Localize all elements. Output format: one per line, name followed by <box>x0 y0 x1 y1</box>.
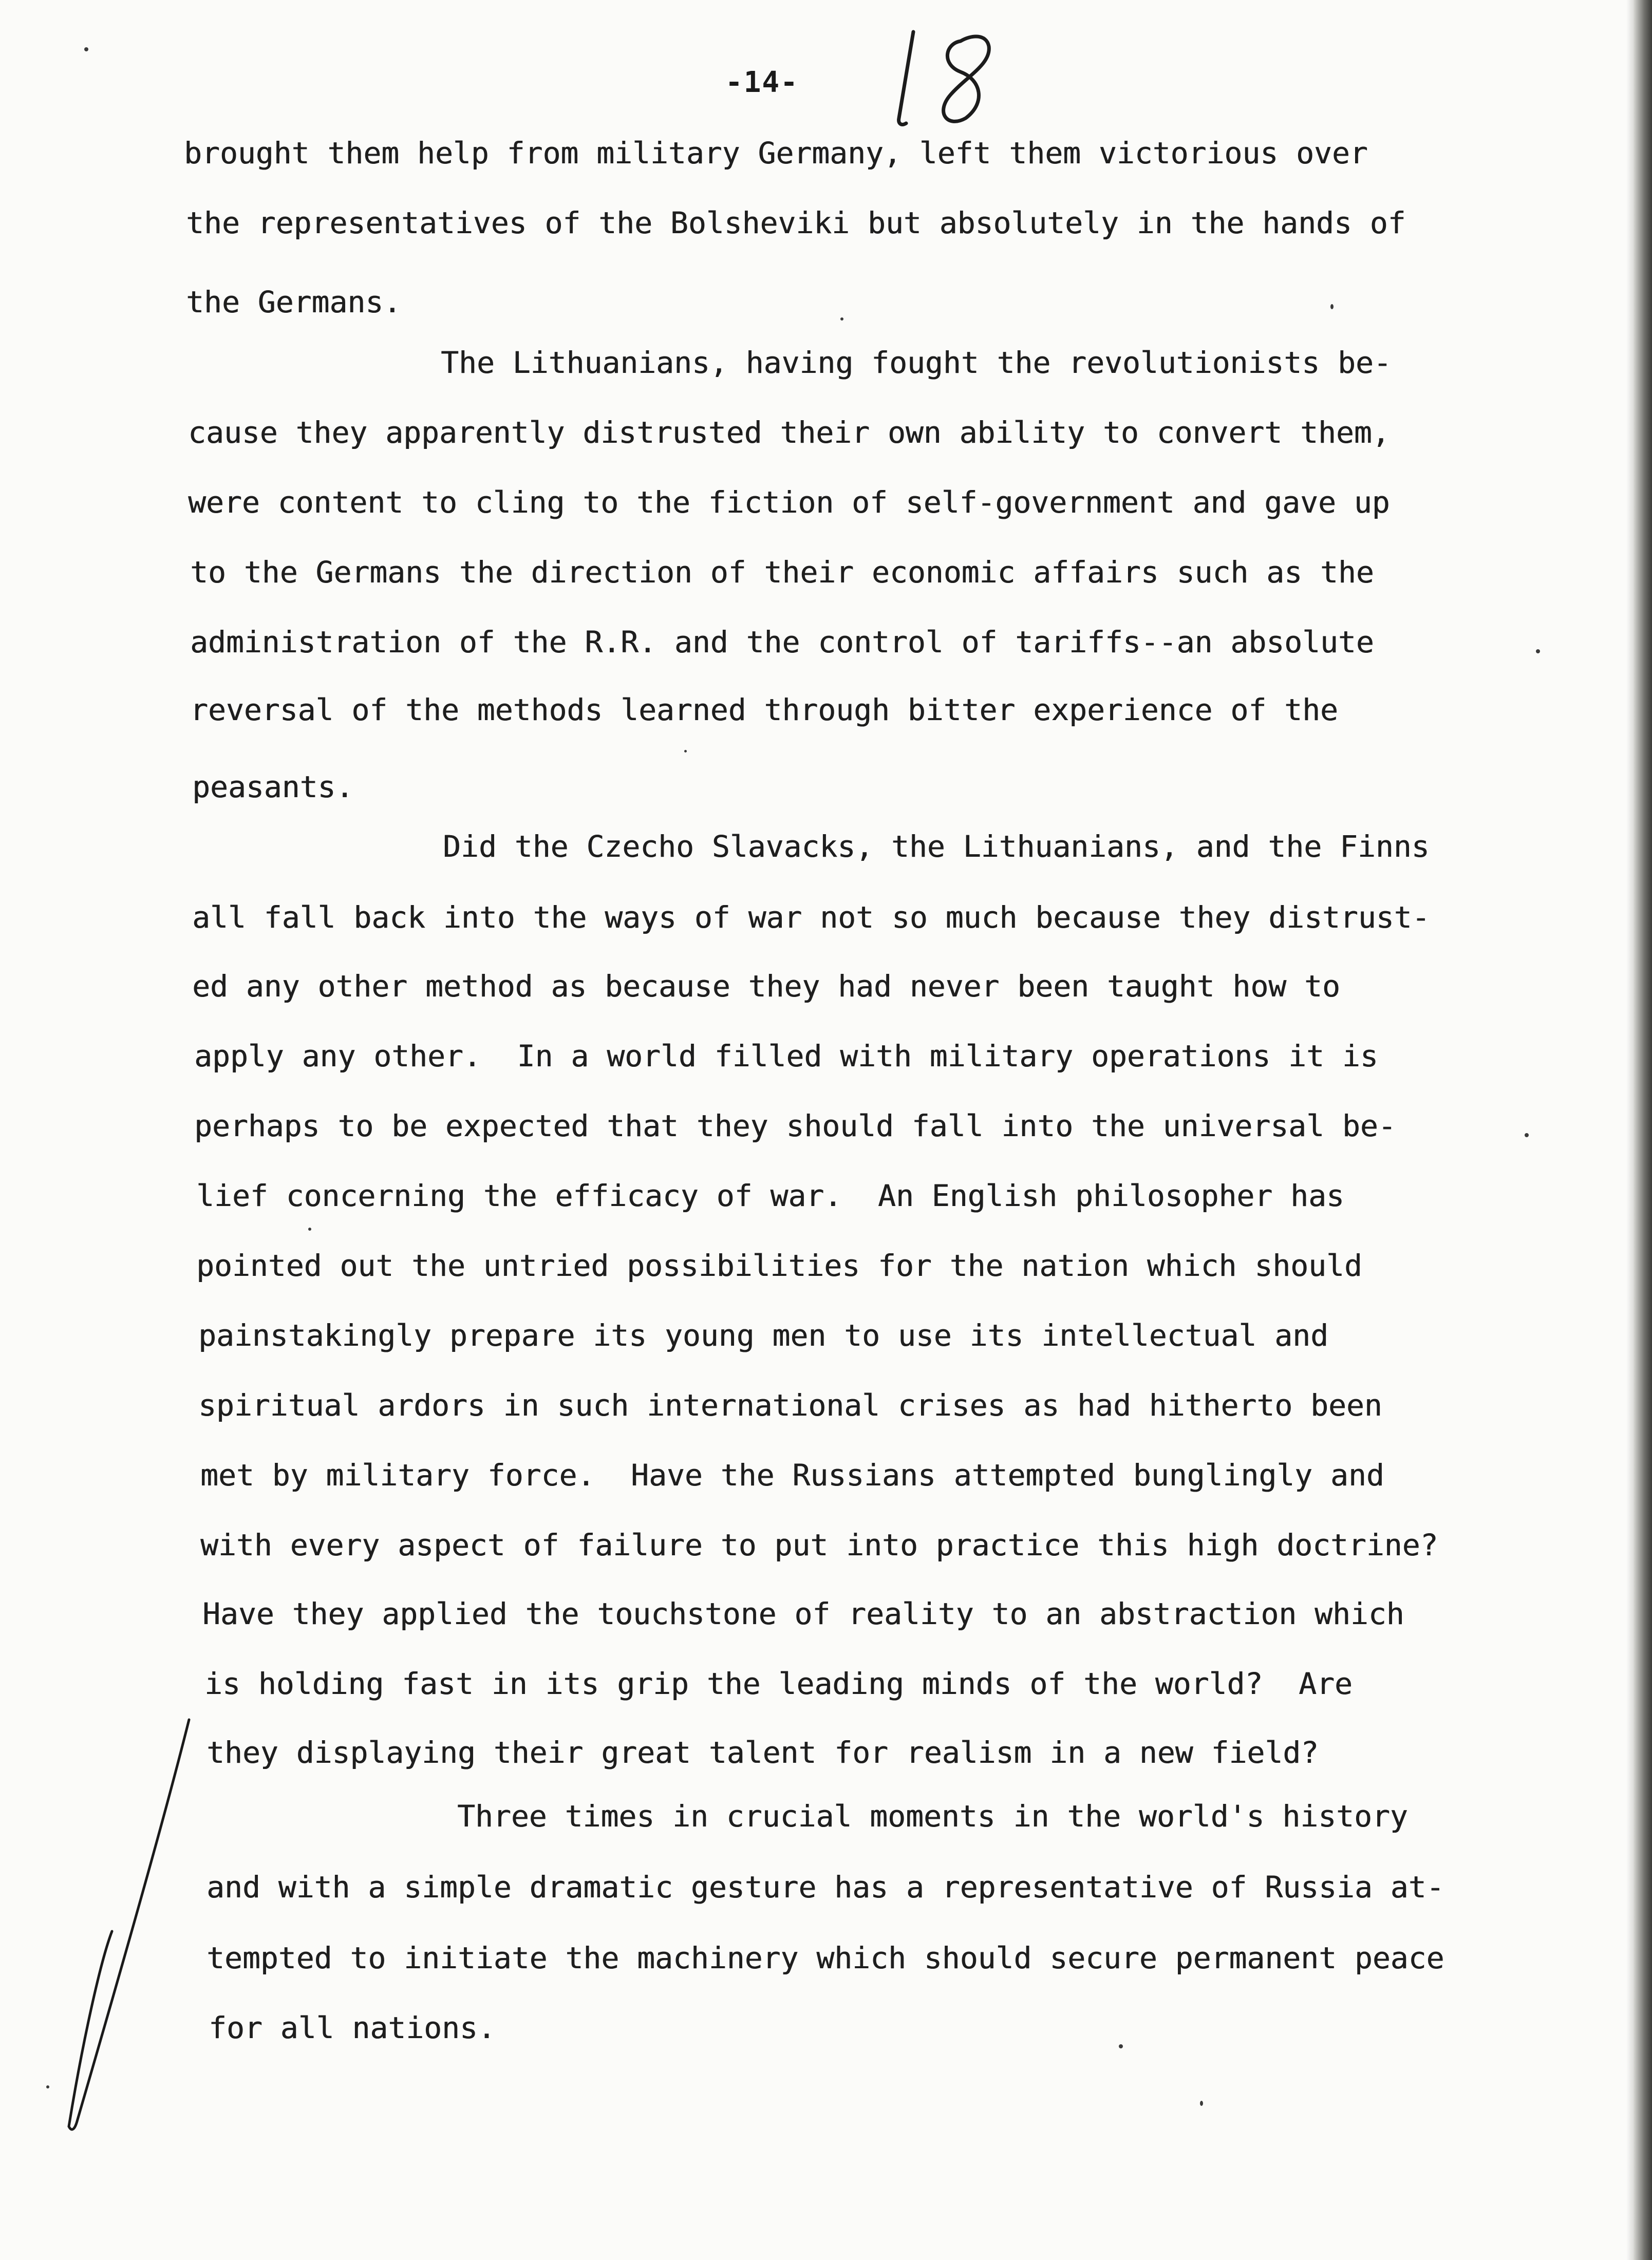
text-line: painstakingly prepare its young men to use its intellectual and <box>198 1318 1328 1353</box>
speck <box>308 1228 311 1231</box>
text-line: is holding fast in its grip the leading minds of the world? Are <box>204 1666 1353 1701</box>
speck <box>1536 649 1540 653</box>
page-number: -14- <box>725 66 799 99</box>
text-line: Have they applied the touchstone of reality to an abstraction which <box>202 1596 1404 1631</box>
text-line: for all nations. <box>209 2010 496 2045</box>
speck <box>1330 304 1334 309</box>
text-line: spiritual ardors in such international crises as had hitherto been <box>198 1388 1382 1423</box>
speck <box>46 2085 49 2088</box>
text-line: with every aspect of failure to put into practice this high doctrine? <box>200 1528 1438 1562</box>
speck <box>1200 2101 1203 2106</box>
page-edge-shadow <box>1626 0 1634 2260</box>
text-line: to the Germans the direction of their economic affairs such as the <box>190 555 1374 590</box>
speck <box>1525 1133 1529 1137</box>
speck <box>684 750 687 752</box>
text-line: ed any other method as because they had never been taught how to <box>192 969 1340 1004</box>
speck <box>840 317 843 321</box>
text-line: apply any other. In a world filled with military operations it is <box>194 1039 1378 1074</box>
text-line: all fall back into the ways of war not so much because they distrust- <box>192 900 1430 935</box>
text-line: The Lithuanians, having fought the revolutionists be- <box>441 345 1392 380</box>
text-line: lief concerning the efficacy of war. An English philosopher has <box>196 1178 1344 1213</box>
text-line: and with a simple dramatic gesture has a representative of Russia at- <box>206 1870 1444 1905</box>
handwritten-folio-number <box>884 21 1038 134</box>
speck <box>84 47 88 51</box>
text-line: pointed out the untried possibilities for the nation which should <box>196 1248 1362 1283</box>
speck <box>1119 2044 1123 2048</box>
text-line: perhaps to be expected that they should fall into the universal be- <box>194 1108 1396 1143</box>
text-line: the representatives of the Bolsheviki but absolutely in the hands of <box>186 205 1406 240</box>
text-line: tempted to initiate the machinery which should secure permanent peace <box>206 1941 1444 1975</box>
text-line: Did the Czecho Slavacks, the Lithuanians, and the Finns <box>443 829 1430 864</box>
text-line: they displaying their great talent for realism in a new field? <box>206 1735 1319 1770</box>
text-line: brought them help from military Germany, left them victorious over <box>184 136 1368 171</box>
page-edge <box>1634 0 1652 2260</box>
text-line: Three times in crucial moments in the world's history <box>457 1799 1408 1834</box>
text-line: the Germans. <box>186 285 402 319</box>
text-line: met by military force. Have the Russians attempted bunglingly and <box>200 1458 1384 1493</box>
text-line: administration of the R.R. and the control of tariffs--an absolute <box>190 625 1374 660</box>
text-line: cause they apparently distrusted their own ability to convert them, <box>188 415 1390 450</box>
text-line: were content to cling to the fiction of self-government and gave up <box>188 485 1390 520</box>
text-line: peasants. <box>192 769 354 804</box>
margin-pen-stroke <box>51 1716 205 2137</box>
text-line: reversal of the methods learned through bitter experience of the <box>190 692 1338 727</box>
